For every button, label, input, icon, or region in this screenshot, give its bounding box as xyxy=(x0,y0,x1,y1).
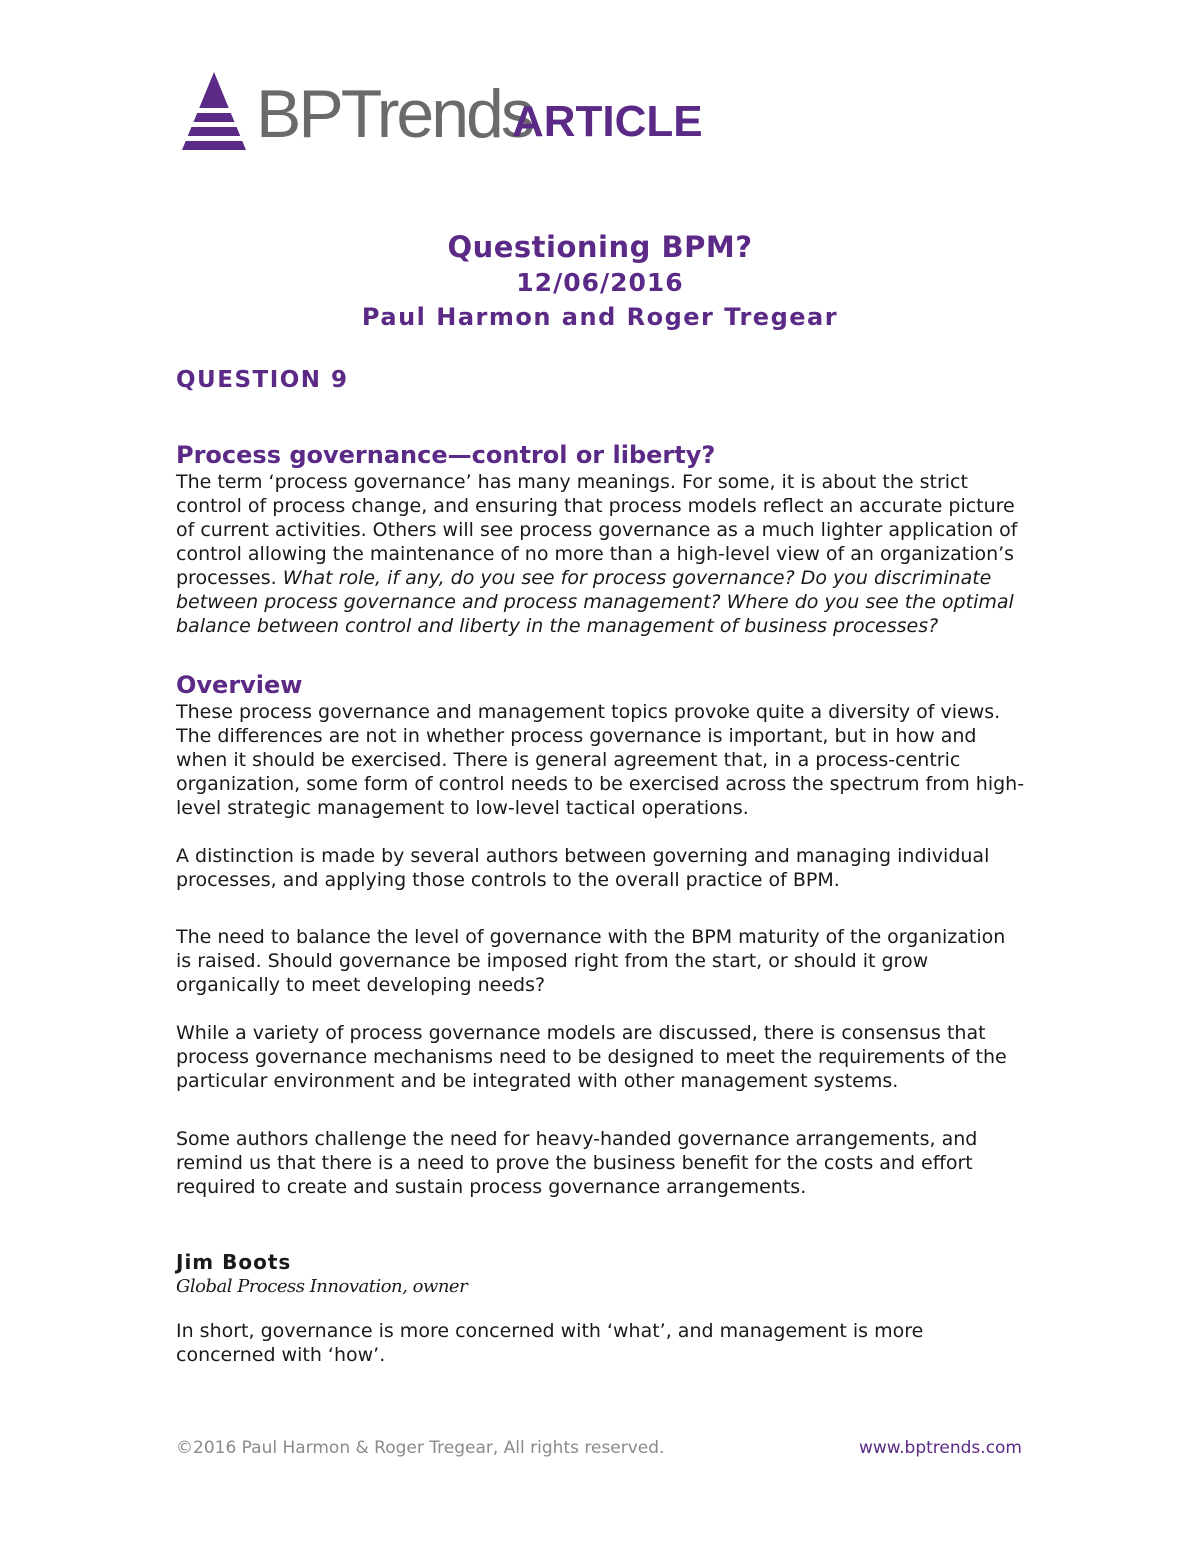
question-subheading: Process governance—control or liberty? xyxy=(176,441,716,469)
overview-paragraph: While a variety of process governance models are discussed, there is consensus that process governance mechanisms need to be designed to meet the requirements of the particular environment and be integrated with other management systems. xyxy=(176,1022,1007,1092)
copyright-notice: ©2016 Paul Harmon & Roger Tregear, All rights reserved. xyxy=(176,1438,665,1458)
overview-paragraph: These process governance and management topics provoke quite a diversity of views. The differences are not in whether process governance is important, but in how and when it should be exercised. There is general agreement that, in a process-centric organization, some form of control needs to be exercised across the spectrum from high-level strategic management to low-level tactical operations. xyxy=(176,701,1025,819)
article-body xyxy=(176,364,1026,1367)
overview-paragraph: A distinction is made by several authors between governing and managing individual processes, and applying those controls to the overall practice of BPM. xyxy=(176,845,990,891)
pyramid-icon xyxy=(180,70,248,152)
page-title: Questioning BPM? xyxy=(447,230,753,264)
overview-paragraph: The need to balance the level of governance with the BPM maturity of the organization is raised. Should governance be imposed right from the start, or should it grow organically to meet developing needs? xyxy=(176,926,1006,996)
question-body xyxy=(176,470,1026,638)
question-heading: QUESTION 9 xyxy=(176,367,349,393)
article-authors: Paul Harmon and Roger Tregear xyxy=(361,303,839,331)
respondent-affiliation: Global Process Innovation, owner xyxy=(176,1276,468,1297)
overview-heading: Overview xyxy=(176,671,303,699)
page-footer xyxy=(176,1438,1022,1458)
website-link[interactable]: www.bptrends.com xyxy=(858,1438,1022,1458)
response-text: In short, governance is more concerned with ‘what’, and management is more concerned with ‘how’. xyxy=(176,1320,924,1366)
brand-name: BPTrends xyxy=(256,76,532,152)
question-text: The term ‘process governance’ has many meanings. For some, it is about the strict control of process change, and ensuring that process models reflect an accurate picture of current activities. Others will see process governance as a much lighter application of control allowing the maintenance of no more than a high-level view of an organization’s processes. xyxy=(176,471,1018,589)
article-date: 12/06/2016 xyxy=(516,268,684,297)
article-tag: ARTICLE xyxy=(512,97,703,146)
question-prompt: What role, if any, do you see for process governance? Do you discriminate between process governance and process management? Where do you see the optimal balance between control and liberty in the management of business processes? xyxy=(176,567,1014,637)
overview-paragraph: Some authors challenge the need for heavy-handed governance arrangements, and remind us that there is a need to prove the business benefit for the costs and effort required to create and sustain process governance arrangements. xyxy=(176,1128,978,1198)
respondent-name: Jim Boots xyxy=(176,1250,292,1274)
title-block xyxy=(0,228,1200,334)
